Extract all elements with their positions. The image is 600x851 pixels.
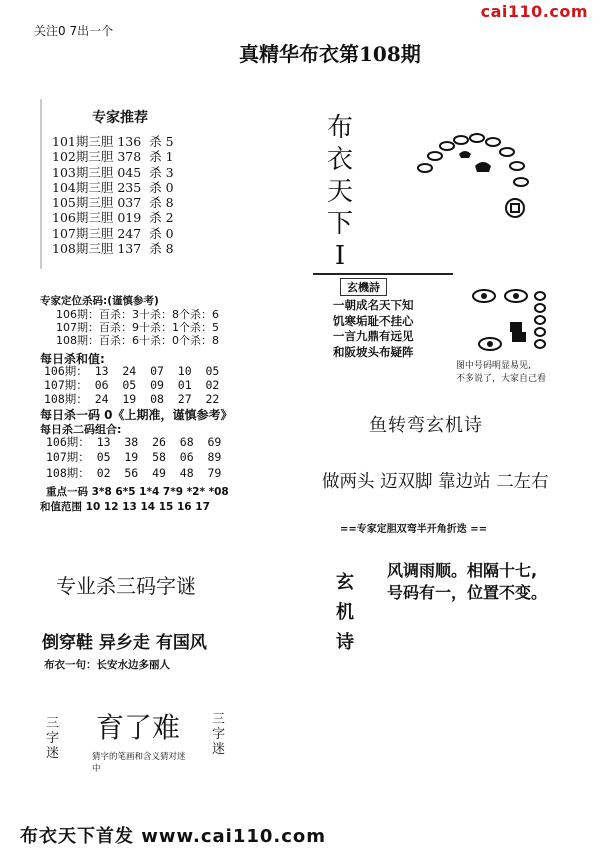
xuanjishi-vertical: 玄机诗 (336, 572, 354, 653)
ermazu-row: 107期： 05 19 58 06 89 (46, 450, 222, 465)
daily-sum-row: 108期： 24 19 08 27 22 (44, 392, 220, 407)
coin-cluster-icon (468, 286, 558, 356)
page-title: 真精华布衣第108期 (239, 42, 421, 66)
specialist-line: ==专家定胆双弯半开角折迭 == (340, 524, 487, 535)
poem-line: 和阪坡头布疑阵 (333, 344, 414, 359)
ermazu-title: 每日杀二码组合: (40, 423, 122, 436)
expert-row: 108期三胆 137 杀 8 (52, 241, 174, 257)
daily-sum-row: 106期： 13 24 07 10 05 (44, 364, 220, 378)
expert-row: 107期三胆 247 杀 0 (52, 225, 174, 241)
poem-line: 饥寒垢耻不挂心 (333, 313, 414, 328)
dingwei-row: 107期：百杀：9十杀：1个杀：5 (56, 321, 219, 335)
figure-note-line: 不多说了，大家自己看 (456, 373, 547, 384)
zhongdian-line: 重点一码 3*8 6*5 1*4 7*9 *2* *08 (46, 486, 229, 498)
poem-line: 一朝成名天下知 (333, 298, 414, 312)
figure-note (456, 360, 546, 385)
figure-note-line: 图中号码明显易见, (456, 361, 531, 371)
footer-banner: 布衣天下首发 www.cai110.com (20, 826, 327, 847)
hezhi-line: 和值范围 10 12 13 14 15 16 17 (40, 501, 210, 513)
dingwei-list (56, 308, 219, 348)
buyi-line: 布衣一句：长安水边多丽人 (44, 659, 170, 671)
daily-sum-row: 107期： 06 05 09 01 02 (44, 378, 220, 393)
fengtiao-line: 号码有一，位置不变。 (387, 583, 548, 602)
dingwei-title: 专家定位杀码:(谨慎参考) (40, 295, 159, 307)
xuanji-title: 玄機詩 (340, 278, 387, 296)
expert-row: 104期三胆 235 杀 0 (52, 179, 174, 195)
poem-line: 一言九鼎有远见 (333, 329, 414, 343)
sanzimi-left-label: 三字迷 (46, 716, 60, 761)
vertical-title: 布衣天下I (326, 113, 353, 271)
site-logo[interactable]: cai110.com (480, 2, 588, 21)
expert-row: 106期三胆 019 杀 2 (52, 210, 174, 226)
dingwei-row: 106期：百杀：3十杀：8个杀：6 (56, 308, 219, 321)
riddle-hint: 猜字的笔画和含义猜对迷中 (92, 752, 186, 774)
expert-row: 105期三胆 037 杀 8 (52, 195, 174, 211)
expert-title: 专家推荐 (92, 110, 148, 126)
coin-chain-icon (415, 128, 535, 228)
expert-list (52, 134, 174, 256)
expert-row: 102期三胆 378 杀 1 (52, 149, 174, 165)
daily-sum-title: 每日杀和值: (40, 352, 105, 366)
expert-row: 101期三胆 136 杀 5 (52, 134, 174, 149)
sanzimi-right-label: 三字迷 (212, 712, 226, 757)
top-note: 关注0 7出一个 (34, 24, 114, 38)
expert-row: 103期三胆 045 杀 3 (52, 164, 174, 180)
ermazu-row: 108期： 02 56 49 48 79 (46, 465, 222, 480)
dingwei-row: 108期：百杀：6十杀：0个杀：8 (56, 334, 219, 348)
riddle-line: 倒穿鞋 异乡走 有国风 (42, 633, 207, 653)
sha3-title: 专业杀三码字谜 (56, 574, 196, 598)
daily-sum-list (44, 364, 219, 407)
ermazu-row: 106期： 13 38 26 68 69 (46, 435, 222, 449)
xuanji-poem (333, 298, 414, 360)
zuoliang-line: 做两头 迈双脚 靠边站 二左右 (322, 472, 549, 492)
fengtiao-line: 风调雨顺。相隔十七, (387, 561, 538, 580)
yuzhuan-title: 鱼转弯玄机诗 (369, 415, 483, 436)
riddle-big-text: 育了难 (96, 711, 181, 744)
fengtiao-text (387, 560, 547, 604)
yima-title: 每日杀一码 0《上期准，谨慎参考》 (40, 408, 233, 422)
ermazu-list (46, 435, 221, 481)
